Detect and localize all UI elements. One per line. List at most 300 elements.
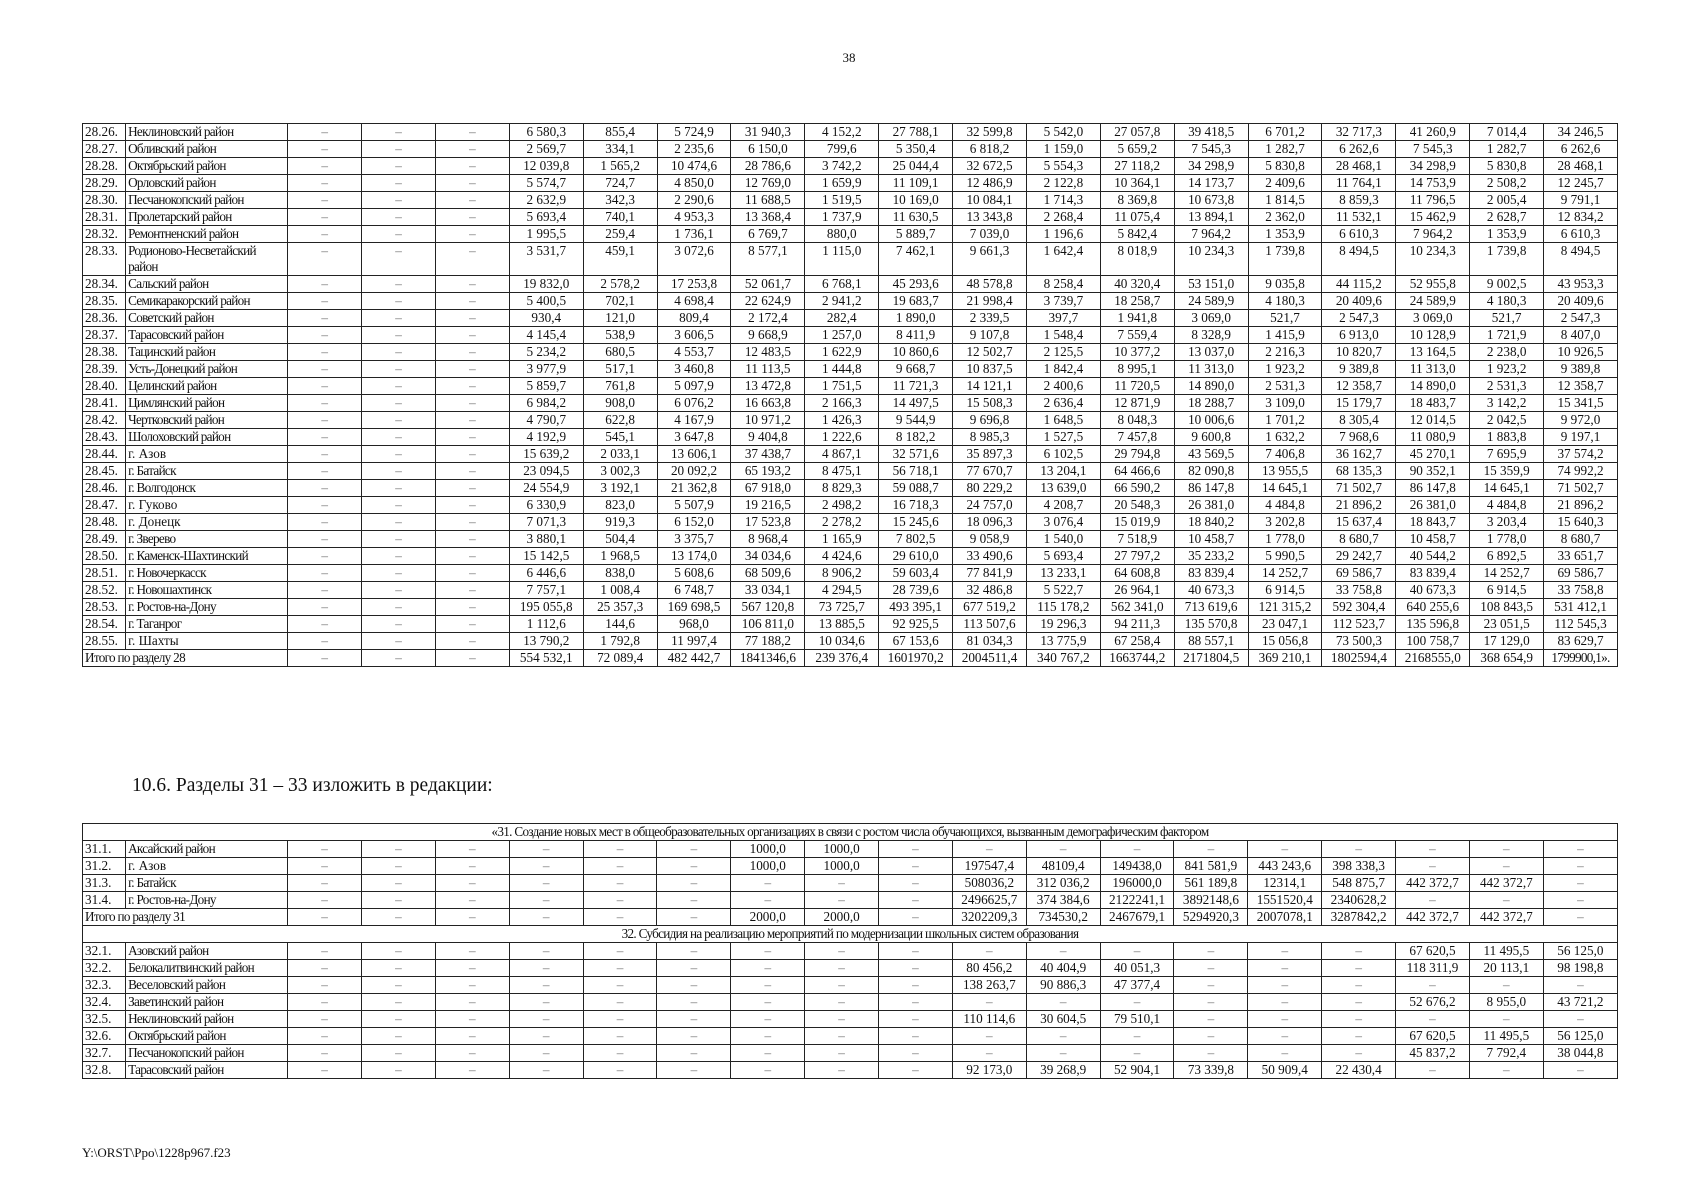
table-cell: –	[1469, 977, 1543, 994]
table-cell: 3287842,2	[1322, 909, 1396, 926]
table-cell: 15 245,6	[879, 514, 953, 531]
table-cell: –	[435, 141, 509, 158]
table-cell: –	[362, 175, 436, 192]
table-cell: –	[1100, 943, 1174, 960]
table-cell: 1601970,2	[879, 650, 953, 667]
row-name: г. Азов	[126, 858, 288, 875]
row-name: Белокалитвинский район	[126, 960, 288, 977]
table-cell: –	[362, 909, 436, 926]
table-cell: 14 645,1	[1470, 480, 1544, 497]
table-cell: 5 859,7	[509, 378, 583, 395]
table-cell: 5 693,4	[509, 209, 583, 226]
table-cell: 66 590,2	[1100, 480, 1174, 497]
table-cell: –	[731, 943, 805, 960]
table-cell: 548 875,7	[1322, 875, 1396, 892]
table-cell: 1 165,9	[805, 531, 879, 548]
table-cell: 14 173,7	[1174, 175, 1248, 192]
table-cell: –	[435, 616, 509, 633]
table-cell: –	[288, 960, 362, 977]
table-cell: –	[1543, 858, 1617, 875]
table-cell: 1 282,7	[1248, 141, 1322, 158]
total-label: Итого по разделу 31	[83, 909, 288, 926]
table-cell: 19 296,3	[1026, 616, 1100, 633]
table-cell: 41 260,9	[1396, 124, 1470, 141]
row-name: г. Батайск	[126, 463, 288, 480]
table-cell: –	[879, 1028, 953, 1045]
table-cell: –	[657, 858, 731, 875]
table-cell: 374 384,6	[1026, 892, 1100, 909]
table-cell: 1551520,4	[1248, 892, 1322, 909]
table-cell: –	[435, 310, 509, 327]
table-cell: 26 381,0	[1396, 497, 1470, 514]
table-cell: 26 381,0	[1174, 497, 1248, 514]
row-code: 32.6.	[83, 1028, 126, 1045]
table-cell: –	[288, 994, 362, 1011]
table-cell: –	[362, 616, 436, 633]
table-cell: 8 369,8	[1100, 192, 1174, 209]
table-cell: –	[1174, 1028, 1248, 1045]
table-cell: 12 834,2	[1544, 209, 1618, 226]
table-cell: 20 113,1	[1469, 960, 1543, 977]
table-cell: 12 039,8	[509, 158, 583, 175]
table-cell: 8 995,1	[1100, 361, 1174, 378]
table-cell: 10 234,3	[1174, 243, 1248, 276]
table-cell: 6 610,3	[1544, 226, 1618, 243]
table-row	[83, 158, 1618, 175]
table-cell: 2 409,6	[1248, 175, 1322, 192]
table-cell: 112 523,7	[1322, 616, 1396, 633]
table-cell: 6 984,2	[509, 395, 583, 412]
table-cell: –	[1543, 892, 1617, 909]
table-row	[83, 875, 1618, 892]
table-cell: 115 178,2	[1026, 599, 1100, 616]
table-cell: 8 577,1	[731, 243, 805, 276]
table-cell: –	[362, 565, 436, 582]
table-cell: –	[435, 650, 509, 667]
row-code: 28.42.	[83, 412, 126, 429]
table-cell: 2004511,4	[953, 650, 1027, 667]
table-cell: 1 222,6	[805, 429, 879, 446]
table-cell: –	[1396, 892, 1470, 909]
table-row	[83, 226, 1618, 243]
table-cell: 39 418,5	[1174, 124, 1248, 141]
table-cell: 9 972,0	[1544, 412, 1618, 429]
table-cell: –	[1543, 875, 1617, 892]
table-cell: 13 955,5	[1248, 463, 1322, 480]
table-cell: –	[435, 633, 509, 650]
row-code: 31.1.	[83, 841, 126, 858]
table-cell: 10 034,6	[805, 633, 879, 650]
section-heading: 10.6. Разделы 31 – 33 изложить в редакции:	[132, 775, 493, 796]
table-cell: –	[1322, 1011, 1396, 1028]
table-cell: –	[805, 960, 879, 977]
table-cell: 855,4	[583, 124, 657, 141]
table-cell: 6 076,2	[657, 395, 731, 412]
table-cell: –	[879, 994, 953, 1011]
table-cell: 5 542,0	[1026, 124, 1100, 141]
table-cell: 1 778,0	[1470, 531, 1544, 548]
table-cell: 8 906,2	[805, 565, 879, 582]
table-cell: 1 659,9	[805, 175, 879, 192]
total-row	[83, 909, 1618, 926]
table-row	[83, 633, 1618, 650]
table-cell: –	[879, 909, 953, 926]
table-cell: 368 654,9	[1470, 650, 1544, 667]
table-cell: 10 364,1	[1100, 175, 1174, 192]
table-cell: 5 097,9	[657, 378, 731, 395]
table-cell: 2 290,6	[657, 192, 731, 209]
table-cell: 2 033,1	[583, 446, 657, 463]
table-cell: 11 113,5	[731, 361, 805, 378]
table-cell: 2 339,5	[953, 310, 1027, 327]
table-cell: 13 343,8	[953, 209, 1027, 226]
section-title-row	[83, 926, 1618, 943]
table-cell: –	[288, 565, 362, 582]
table-cell: –	[362, 943, 436, 960]
table-cell: 13 885,5	[805, 616, 879, 633]
table-cell: –	[657, 1062, 731, 1079]
table-cell: –	[362, 310, 436, 327]
top-table	[82, 123, 1618, 667]
table-cell: –	[952, 1028, 1026, 1045]
table-cell: 1 968,5	[583, 548, 657, 565]
table-cell: 968,0	[657, 616, 731, 633]
total-label: Итого по разделу 28	[83, 650, 288, 667]
table-cell: –	[1026, 841, 1100, 858]
table-cell: 5 842,4	[1100, 226, 1174, 243]
table-cell: –	[731, 1011, 805, 1028]
table-row	[83, 293, 1618, 310]
table-cell: 17 523,8	[731, 514, 805, 531]
table-cell: 5 608,6	[657, 565, 731, 582]
table-cell: –	[583, 841, 657, 858]
table-cell: 27 797,2	[1100, 548, 1174, 565]
table-cell: –	[435, 344, 509, 361]
row-code: 28.55.	[83, 633, 126, 650]
table-cell: –	[1100, 994, 1174, 1011]
table-cell: 112 545,3	[1544, 616, 1618, 633]
table-cell: –	[288, 548, 362, 565]
table-cell: –	[805, 1011, 879, 1028]
table-cell: 6 892,5	[1470, 548, 1544, 565]
table-cell: 18 483,7	[1396, 395, 1470, 412]
table-cell: 11 109,1	[879, 175, 953, 192]
table-cell: –	[435, 960, 509, 977]
table-cell: 20 092,2	[657, 463, 731, 480]
table-cell: –	[657, 1045, 731, 1062]
table-cell: –	[1543, 1011, 1617, 1028]
table-cell: –	[879, 841, 953, 858]
table-cell: 1000,0	[731, 841, 805, 858]
table-cell: 9 668,7	[879, 361, 953, 378]
table-cell: 8 859,3	[1322, 192, 1396, 209]
row-code: 32.8.	[83, 1062, 126, 1079]
row-name: Сальский район	[126, 276, 288, 293]
table-cell: –	[805, 1045, 879, 1062]
row-name: Шолоховский район	[126, 429, 288, 446]
table-cell: 11 080,9	[1396, 429, 1470, 446]
table-cell: –	[1026, 1028, 1100, 1045]
table-cell: 81 034,3	[953, 633, 1027, 650]
table-cell: 3 977,9	[509, 361, 583, 378]
table-cell: 13 164,5	[1396, 344, 1470, 361]
table-row	[83, 344, 1618, 361]
table-cell: 56 125,0	[1543, 943, 1617, 960]
table-cell: –	[1100, 841, 1174, 858]
table-cell: 2 362,0	[1248, 209, 1322, 226]
table-cell: 8 411,9	[879, 327, 953, 344]
table-cell: –	[288, 582, 362, 599]
table-cell: 10 458,7	[1396, 531, 1470, 548]
table-cell: 10 860,6	[879, 344, 953, 361]
table-cell: –	[583, 960, 657, 977]
table-cell: 880,0	[805, 226, 879, 243]
table-cell: –	[805, 892, 879, 909]
table-cell: –	[1543, 1062, 1617, 1079]
table-cell: 1 923,2	[1248, 361, 1322, 378]
table-cell: 10 169,0	[879, 192, 953, 209]
table-cell: –	[288, 633, 362, 650]
table-cell: –	[1174, 1045, 1248, 1062]
table-cell: –	[1396, 1062, 1470, 1079]
table-cell: –	[288, 977, 362, 994]
table-cell: –	[362, 192, 436, 209]
table-cell: 2 941,2	[805, 293, 879, 310]
table-row	[83, 531, 1618, 548]
table-cell: 9 035,8	[1248, 276, 1322, 293]
table-cell: 36 162,7	[1322, 446, 1396, 463]
table-cell: 3 880,1	[509, 531, 583, 548]
table-cell: 82 090,8	[1174, 463, 1248, 480]
table-cell: –	[288, 378, 362, 395]
row-name: Аксайский район	[126, 841, 288, 858]
row-name: г. Батайск	[126, 875, 288, 892]
table-cell: 7 457,8	[1100, 429, 1174, 446]
table-cell: –	[952, 1045, 1026, 1062]
table-cell: –	[1248, 960, 1322, 977]
table-cell: 3 109,0	[1248, 395, 1322, 412]
table-cell: 7 545,3	[1396, 141, 1470, 158]
table-cell: –	[362, 412, 436, 429]
table-cell: 8 680,7	[1322, 531, 1396, 548]
table-cell: 31 940,3	[731, 124, 805, 141]
table-cell: 312 036,2	[1026, 875, 1100, 892]
table-cell: –	[1396, 841, 1470, 858]
table-cell: 35 897,3	[953, 446, 1027, 463]
table-cell: 40 673,3	[1396, 582, 1470, 599]
table-cell: –	[657, 994, 731, 1011]
table-cell: 8 494,5	[1544, 243, 1618, 276]
row-name: Семикаракорский район	[126, 293, 288, 310]
table-cell: –	[1322, 1045, 1396, 1062]
table-cell: 3 739,7	[1026, 293, 1100, 310]
table-cell: –	[509, 1062, 583, 1079]
table-cell: 3 202,8	[1248, 514, 1322, 531]
table-cell: 19 216,5	[731, 497, 805, 514]
table-cell: –	[1248, 943, 1322, 960]
table-cell: –	[1322, 977, 1396, 994]
table-cell: –	[435, 582, 509, 599]
table-row	[83, 892, 1618, 909]
table-cell: 20 409,6	[1544, 293, 1618, 310]
table-cell: 32 599,8	[953, 124, 1027, 141]
row-name: Неклиновский район	[126, 1011, 288, 1028]
table-cell: 7 964,2	[1396, 226, 1470, 243]
table-cell: –	[731, 994, 805, 1011]
table-cell: –	[288, 599, 362, 616]
table-row	[83, 310, 1618, 327]
table-cell: 442 372,7	[1469, 909, 1543, 926]
row-name: Тарасовский район	[126, 1062, 288, 1079]
table-cell: 37 438,7	[731, 446, 805, 463]
table-cell: 6 446,6	[509, 565, 583, 582]
table-cell: –	[288, 124, 362, 141]
row-code: 28.30.	[83, 192, 126, 209]
table-cell: 10 971,2	[731, 412, 805, 429]
table-cell: 86 147,8	[1396, 480, 1470, 497]
table-cell: 135 596,8	[1396, 616, 1470, 633]
table-cell: 196000,0	[1100, 875, 1174, 892]
table-cell: 734530,2	[1026, 909, 1100, 926]
table-cell: –	[657, 977, 731, 994]
table-cell: 40 051,3	[1100, 960, 1174, 977]
table-cell: 11 075,4	[1100, 209, 1174, 226]
row-name: Родионово-Несветайский район	[126, 243, 288, 276]
table-cell: 2496625,7	[952, 892, 1026, 909]
table-cell: 3 002,3	[583, 463, 657, 480]
table-cell: 340 767,2	[1026, 650, 1100, 667]
table-cell: –	[288, 1045, 362, 1062]
row-code: 28.51.	[83, 565, 126, 582]
table-cell: 2122241,1	[1100, 892, 1174, 909]
row-name: Пролетарский район	[126, 209, 288, 226]
table-cell: 5 574,7	[509, 175, 583, 192]
table-cell: 459,1	[583, 243, 657, 276]
table-cell: 1 115,0	[805, 243, 879, 276]
table-cell: –	[805, 1062, 879, 1079]
table-cell: 1 565,2	[583, 158, 657, 175]
table-cell: –	[509, 960, 583, 977]
table-cell: 6 330,9	[509, 497, 583, 514]
table-cell: 8 494,5	[1322, 243, 1396, 276]
table-cell: 9 404,8	[731, 429, 805, 446]
table-cell: –	[362, 1028, 436, 1045]
row-code: 28.49.	[83, 531, 126, 548]
table-cell: –	[435, 1028, 509, 1045]
table-cell: –	[288, 1011, 362, 1028]
table-cell: 28 468,1	[1544, 158, 1618, 175]
table-cell: 9 696,8	[953, 412, 1027, 429]
table-cell: –	[952, 841, 1026, 858]
table-cell: –	[362, 276, 436, 293]
table-cell: 72 089,4	[583, 650, 657, 667]
table-cell: 567 120,8	[731, 599, 805, 616]
table-cell: 9 197,1	[1544, 429, 1618, 446]
table-row	[83, 124, 1618, 141]
table-cell: 56 125,0	[1543, 1028, 1617, 1045]
table-cell: 724,7	[583, 175, 657, 192]
table-cell: 6 914,5	[1470, 582, 1544, 599]
table-cell: 1 415,9	[1248, 327, 1322, 344]
table-cell: 6 768,1	[805, 276, 879, 293]
table-cell: –	[657, 943, 731, 960]
section-title: «31. Создание новых мест в общеобразовательных организациях в связи с ростом числа обучающихся, вызванным демографическим фактором	[83, 824, 1618, 841]
table-cell: –	[1396, 977, 1470, 994]
table-row	[83, 480, 1618, 497]
table-cell: –	[435, 943, 509, 960]
table-cell: –	[288, 327, 362, 344]
table-cell: 197547,4	[952, 858, 1026, 875]
row-code: 32.7.	[83, 1045, 126, 1062]
table-cell: –	[583, 892, 657, 909]
table-cell: 12 502,7	[953, 344, 1027, 361]
table-cell: 34 246,5	[1544, 124, 1618, 141]
table-row	[83, 361, 1618, 378]
row-code: 28.28.	[83, 158, 126, 175]
row-code: 28.47.	[83, 497, 126, 514]
table-cell: 74 992,2	[1544, 463, 1618, 480]
table-cell: 3 647,8	[657, 429, 731, 446]
table-cell: 9 791,1	[1544, 192, 1618, 209]
table-cell: –	[288, 1062, 362, 1079]
table-cell: 2 498,2	[805, 497, 879, 514]
table-cell: –	[731, 875, 805, 892]
row-name: Песчанокопский район	[126, 192, 288, 209]
table-cell: 40 404,9	[1026, 960, 1100, 977]
table-cell: 493 395,1	[879, 599, 953, 616]
table-cell: 21 896,2	[1544, 497, 1618, 514]
table-cell: 9 600,8	[1174, 429, 1248, 446]
table-cell: 8 328,9	[1174, 327, 1248, 344]
row-name: Цимлянский район	[126, 395, 288, 412]
table-cell: –	[509, 892, 583, 909]
table-cell: –	[731, 1062, 805, 1079]
table-cell: 40 673,3	[1174, 582, 1248, 599]
table-cell: 2000,0	[805, 909, 879, 926]
table-cell: 7 792,4	[1469, 1045, 1543, 1062]
table-cell: –	[362, 378, 436, 395]
table-cell: 5 350,4	[879, 141, 953, 158]
table-cell: 15 462,9	[1396, 209, 1470, 226]
table-row	[83, 514, 1618, 531]
table-cell: –	[288, 344, 362, 361]
table-cell: –	[362, 446, 436, 463]
table-cell: –	[435, 909, 509, 926]
table-cell: –	[288, 226, 362, 243]
table-cell: 9 661,3	[953, 243, 1027, 276]
table-cell: 7 757,1	[509, 582, 583, 599]
table-cell: 1 159,0	[1026, 141, 1100, 158]
table-cell: 15 019,9	[1100, 514, 1174, 531]
table-cell: –	[1026, 1045, 1100, 1062]
table-cell: 12 358,7	[1544, 378, 1618, 395]
table-cell: 1 739,8	[1470, 243, 1544, 276]
table-cell: –	[362, 361, 436, 378]
table-cell: 4 424,6	[805, 548, 879, 565]
table-cell: –	[1322, 994, 1396, 1011]
table-cell: –	[362, 858, 436, 875]
row-code: 28.39.	[83, 361, 126, 378]
table-cell: 5 830,8	[1470, 158, 1544, 175]
row-code: 32.2.	[83, 960, 126, 977]
table-cell: 6 610,3	[1322, 226, 1396, 243]
table-cell: 92 173,0	[952, 1062, 1026, 1079]
table-cell: 1 008,4	[583, 582, 657, 599]
table-cell: 592 304,4	[1322, 599, 1396, 616]
table-cell: 2 278,2	[805, 514, 879, 531]
table-cell: 28 468,1	[1322, 158, 1396, 175]
table-cell: 33 034,1	[731, 582, 805, 599]
